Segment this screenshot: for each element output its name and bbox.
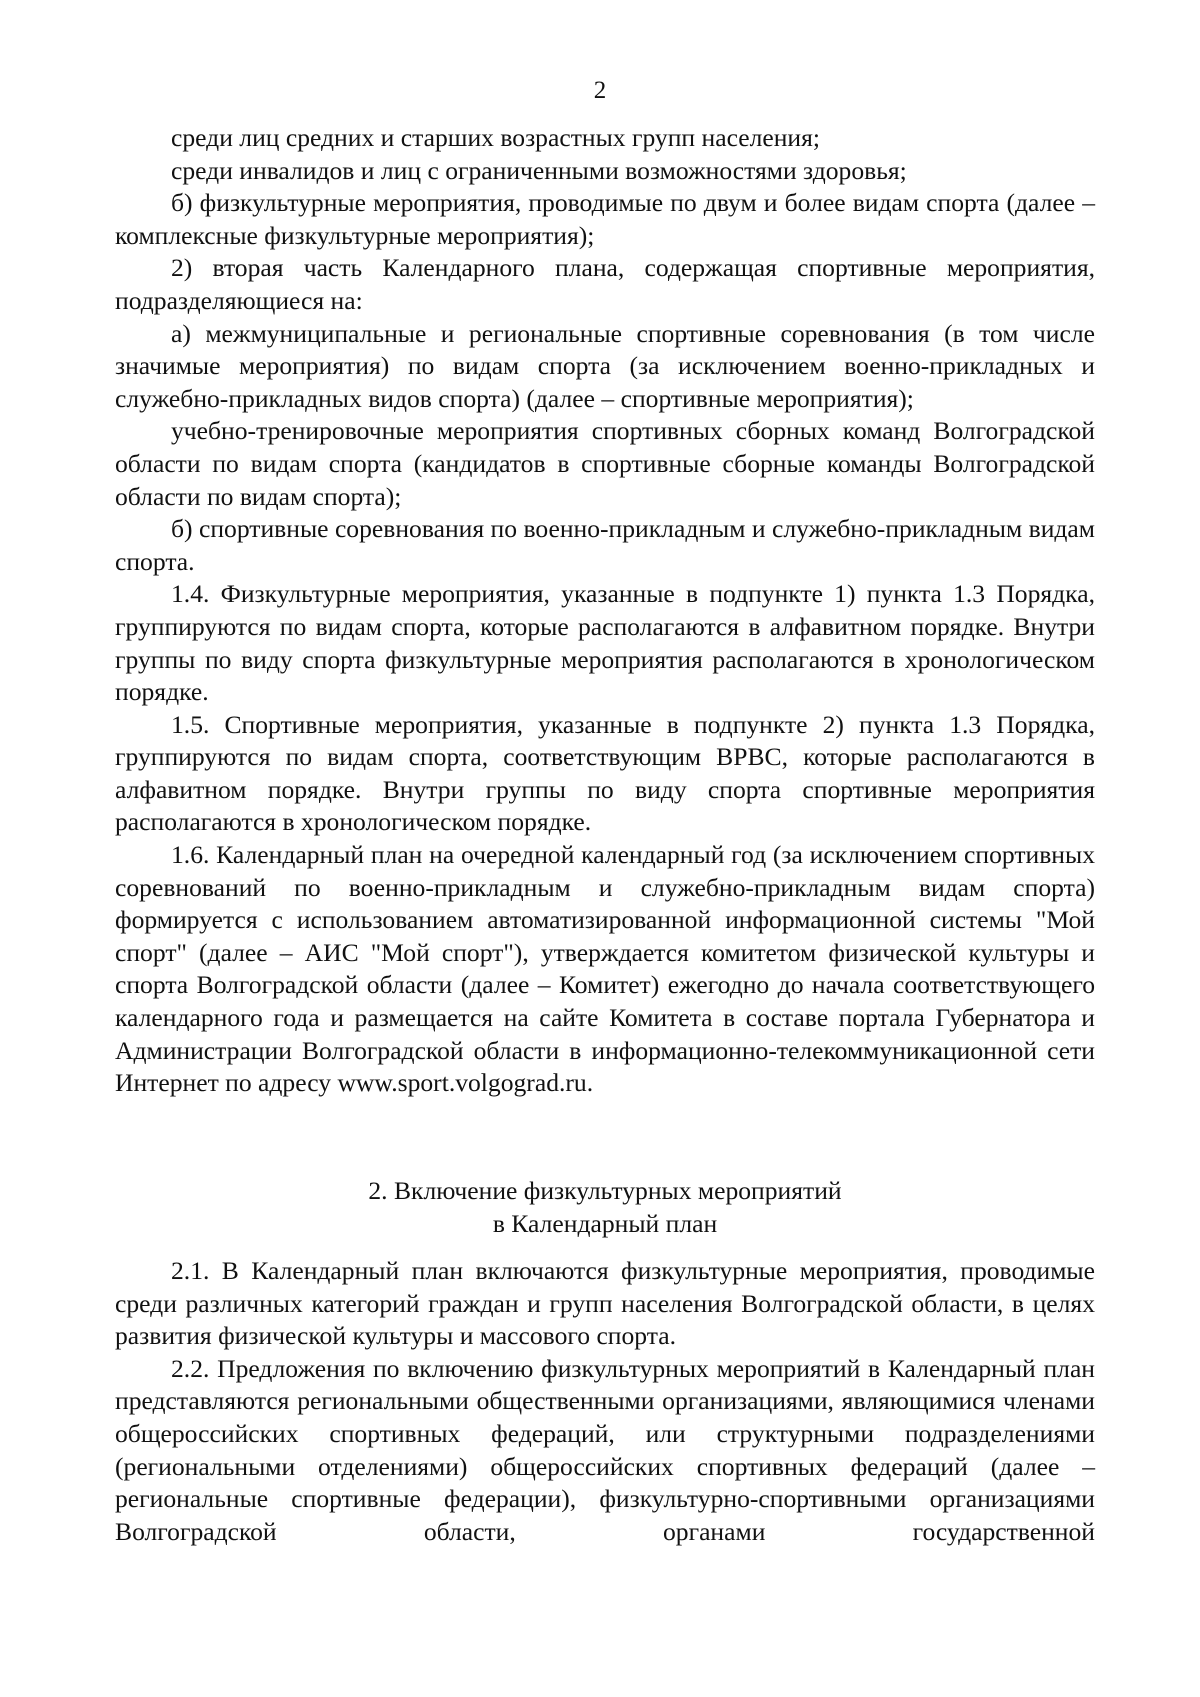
paragraph-1-5: 1.5. Спортивные мероприятия, указанные в подпункте 2) пункта 1.3 Порядка, группируются по видам спорта, соответствующим ВРВС, которые располагаются в алфавитном порядке. Внутри группы по виду спорта спортивные мероприятия располагаются в хронологическом порядке.	[115, 709, 1095, 837]
body-text-bottom	[115, 1255, 1095, 1548]
paragraph-intermunicipal-competitions: а) межмуниципальные и региональные спортивные соревнования (в том числе значимые мероприятия) по видам спорта (за исключением военно-прикладных и служебно-прикладных видов спорта) (далее – спортивные мероприятия);	[115, 318, 1095, 413]
paragraph-complex-events: б) физкультурные мероприятия, проводимые по двум и более видам спорта (далее – комплексные физкультурные мероприятия);	[115, 188, 1095, 250]
paragraph-1-6: 1.6. Календарный план на очередной календарный год (за исключением спортивных соревнований по военно-прикладным и служебно-прикладным видам спорта) формируется с использованием автоматизированной информационной системы "Мой спорт" (далее – АИС "Мой спорт"), утверждается комитетом физической культуры и спорта Волгоградской области (далее – Комитет) ежегодно до начала соответствующего календарного года и размещается на сайте Комитета в составе портала Губернатора и Администрации Волгоградской области в информационно-телекоммуникационной сети Интернет по адресу www.sport.volgograd.ru.	[115, 840, 1095, 1098]
paragraph-elderly-groups: среди лиц средних и старших возрастных групп населения;	[171, 123, 821, 152]
paragraph-second-part: 2) вторая часть Календарного плана, содержащая спортивные мероприятия, подразделяющиеся на:	[115, 253, 1095, 315]
paragraph-2-2: 2.2. Предложения по включению физкультурных мероприятий в Календарный план представляются региональными общественными организациями, являющимися членами общероссийских спортивных федераций, или структурными подразделениями (региональными отделениями) общероссийских спортивных федераций (далее – региональные спортивные федерации), физкультурно-спортивными организациями Волгоградской области, органами государственной	[115, 1353, 1095, 1546]
paragraph-1-4: 1.4. Физкультурные мероприятия, указанные в подпункте 1) пункта 1.3 Порядка, группируются по видам спорта, которые располагаются в алфавитном порядке. Внутри группы по виду спорта физкультурные мероприятия располагаются в хронологическом порядке.	[115, 579, 1095, 707]
body-text-top	[115, 122, 1095, 1100]
paragraph-2-1: 2.1. В Календарный план включаются физкультурные мероприятия, проводимые среди различных категорий граждан и групп населения Волгоградской области, в целях развития физической культуры и массового спорта.	[115, 1256, 1095, 1351]
page-number: 2	[593, 77, 607, 104]
paragraph-military-applied: б) спортивные соревнования по военно-прикладным и служебно-прикладным видам спорта.	[115, 514, 1095, 576]
paragraph-training-events: учебно-тренировочные мероприятия спортивных сборных команд Волгоградской области по видам спорта (кандидатов в спортивные сборные команды Волгоградской области по видам спорта);	[115, 416, 1095, 511]
paragraph-disabled-persons: среди инвалидов и лиц с ограниченными возможностями здоровья;	[171, 155, 907, 185]
section-heading	[115, 1175, 1095, 1240]
section-heading-line-2: в Календарный план	[492, 1208, 718, 1238]
section-heading-line-1: 2. Включение физкультурных мероприятий	[368, 1176, 842, 1205]
